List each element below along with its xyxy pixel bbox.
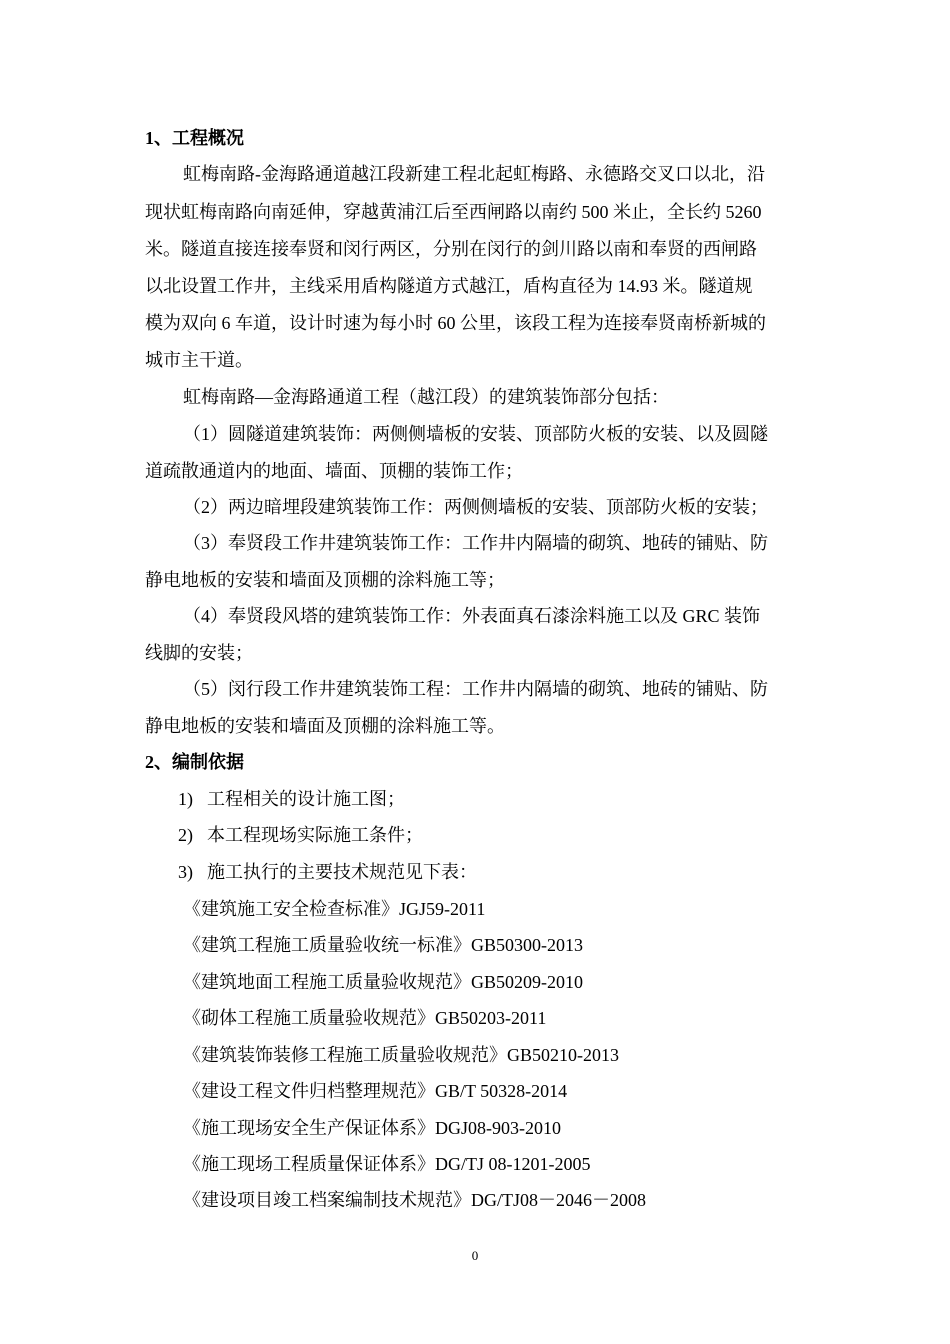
section-heading-basis: 2、编制依据	[145, 752, 244, 772]
standard-item: 《施工现场安全生产保证体系》DGJ08-903-2010	[183, 1118, 561, 1138]
standard-item: 《建筑施工安全检查标准》JGJ59-2011	[183, 899, 486, 919]
scope-item-line: 静电地板的安装和墙面及顶棚的涂料施工等。	[145, 716, 505, 736]
list-number: 2)	[178, 825, 193, 845]
standard-item: 《建设项目竣工档案编制技术规范》DG/TJ08－2046－2008	[183, 1190, 646, 1210]
scope-item-line: 线脚的安装；	[145, 643, 253, 663]
standard-item: 《砌体工程施工质量验收规范》GB50203-2011	[183, 1008, 547, 1028]
list-item: 施工执行的主要技术规范见下表：	[207, 862, 477, 882]
standard-item: 《建筑装饰装修工程施工质量验收规范》GB50210-2013	[183, 1045, 619, 1065]
page-number: 0	[471, 1248, 479, 1263]
scope-item-line: （1）圆隧道建筑装饰：两侧侧墙板的安装、顶部防火板的安装、以及圆隧	[183, 424, 768, 444]
scope-item-line: 道疏散通道内的地面、墙面、顶棚的装饰工作；	[145, 461, 523, 481]
paragraph-line: 以北设置工作井，主线采用盾构隧道方式越江，盾构直径为 14.93 米。隧道规	[145, 276, 753, 296]
scope-item-line: （5）闵行段工作井建筑装饰工程：工作井内隔墙的砌筑、地砖的铺贴、防	[183, 679, 768, 699]
paragraph-line: 虹梅南路—金海路通道工程（越江段）的建筑装饰部分包括：	[183, 387, 669, 407]
list-item: 工程相关的设计施工图；	[207, 789, 405, 809]
paragraph-line: 城市主干道。	[145, 350, 253, 370]
list-item: 本工程现场实际施工条件；	[207, 825, 423, 845]
paragraph-line: 模为双向 6 车道，设计时速为每小时 60 公里，该段工程为连接奉贤南桥新城的	[145, 313, 766, 333]
paragraph-line: 虹梅南路-金海路通道越江段新建工程北起虹梅路、永德路交叉口以北，沿	[183, 164, 765, 184]
scope-item-line: （4）奉贤段风塔的建筑装饰工作：外表面真石漆涂料施工以及 GRC 装饰	[183, 606, 761, 626]
list-number: 1)	[178, 789, 193, 809]
paragraph-line: 米。隧道直接连接奉贤和闵行两区，分别在闵行的剑川路以南和奉贤的西闸路	[145, 239, 757, 259]
standard-item: 《施工现场工程质量保证体系》DG/TJ 08-1201-2005	[183, 1154, 591, 1174]
standard-item: 《建筑工程施工质量验收统一标准》GB50300-2013	[183, 935, 583, 955]
scope-item-line: （3）奉贤段工作井建筑装饰工作：工作井内隔墙的砌筑、地砖的铺贴、防	[183, 533, 768, 553]
list-number: 3)	[178, 862, 193, 882]
scope-item-line: （2）两边暗埋段建筑装饰工作：两侧侧墙板的安装、顶部防火板的安装；	[183, 497, 768, 517]
paragraph-line: 现状虹梅南路向南延伸，穿越黄浦江后至西闸路以南约 500 米止，全长约 5260	[145, 202, 762, 222]
scope-item-line: 静电地板的安装和墙面及顶棚的涂料施工等；	[145, 570, 505, 590]
section-heading-overview: 1、工程概况	[145, 128, 244, 148]
standard-item: 《建设工程文件归档整理规范》GB/T 50328-2014	[183, 1081, 568, 1101]
standard-item: 《建筑地面工程施工质量验收规范》GB50209-2010	[183, 972, 583, 992]
